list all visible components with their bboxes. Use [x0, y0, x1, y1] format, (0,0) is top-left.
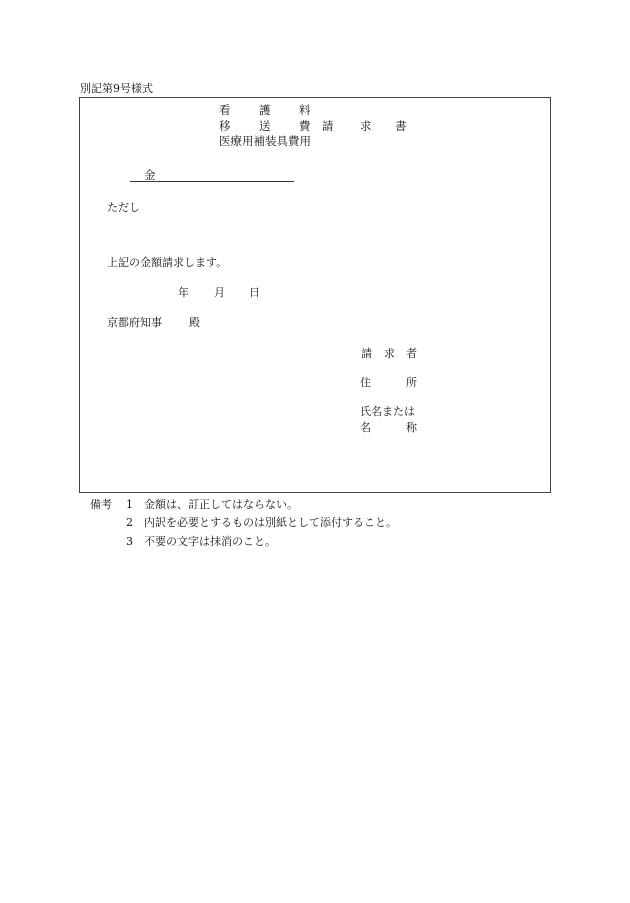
title-char: 看: [219, 103, 231, 117]
claimant-heading-char: 者: [406, 347, 417, 360]
name-label-line1: 氏名または: [360, 405, 415, 418]
address-label-char: 所: [406, 376, 417, 389]
title-char: 求: [360, 119, 372, 133]
addressee-honorific: 殿: [189, 316, 200, 329]
remark-number: 2: [126, 516, 133, 529]
title-char: 移: [219, 119, 231, 133]
amount-label: 金: [144, 168, 156, 182]
date-day-label: 日: [249, 286, 260, 299]
address-label-char: 住: [360, 376, 371, 389]
title-line-3: 医療用補装具費用: [219, 134, 311, 148]
remark-number: 3: [126, 535, 133, 548]
addressee-name: 京都府知事: [107, 316, 162, 329]
title-char: 書: [395, 119, 407, 133]
form-number-label: 別記第9号様式: [80, 82, 153, 95]
request-statement: 上記の金額請求します。: [107, 256, 228, 269]
name-label-char: 名: [360, 421, 371, 434]
title-char: 料: [299, 103, 311, 117]
amount-underline: [130, 181, 294, 182]
form-frame: [79, 97, 551, 493]
tadashi-label: ただし: [107, 201, 140, 214]
remark-text: 内訳を必要とするものは別紙として添付すること。: [144, 516, 397, 529]
name-label-char: 称: [406, 421, 417, 434]
title-char: 送: [259, 119, 271, 133]
claimant-heading-char: 請: [361, 347, 372, 360]
claimant-heading-char: 求: [384, 347, 395, 360]
remark-text: 金額は、訂正してはならない。: [144, 498, 298, 511]
remarks-heading: 備考: [90, 498, 112, 511]
title-char: 費: [299, 119, 311, 133]
remark-text: 不要の文字は抹消のこと。: [144, 535, 276, 548]
date-month-label: 月: [214, 286, 225, 299]
remark-number: 1: [126, 498, 133, 511]
title-char: 護: [259, 103, 271, 117]
date-year-label: 年: [178, 286, 189, 299]
title-char: 請: [322, 119, 334, 133]
